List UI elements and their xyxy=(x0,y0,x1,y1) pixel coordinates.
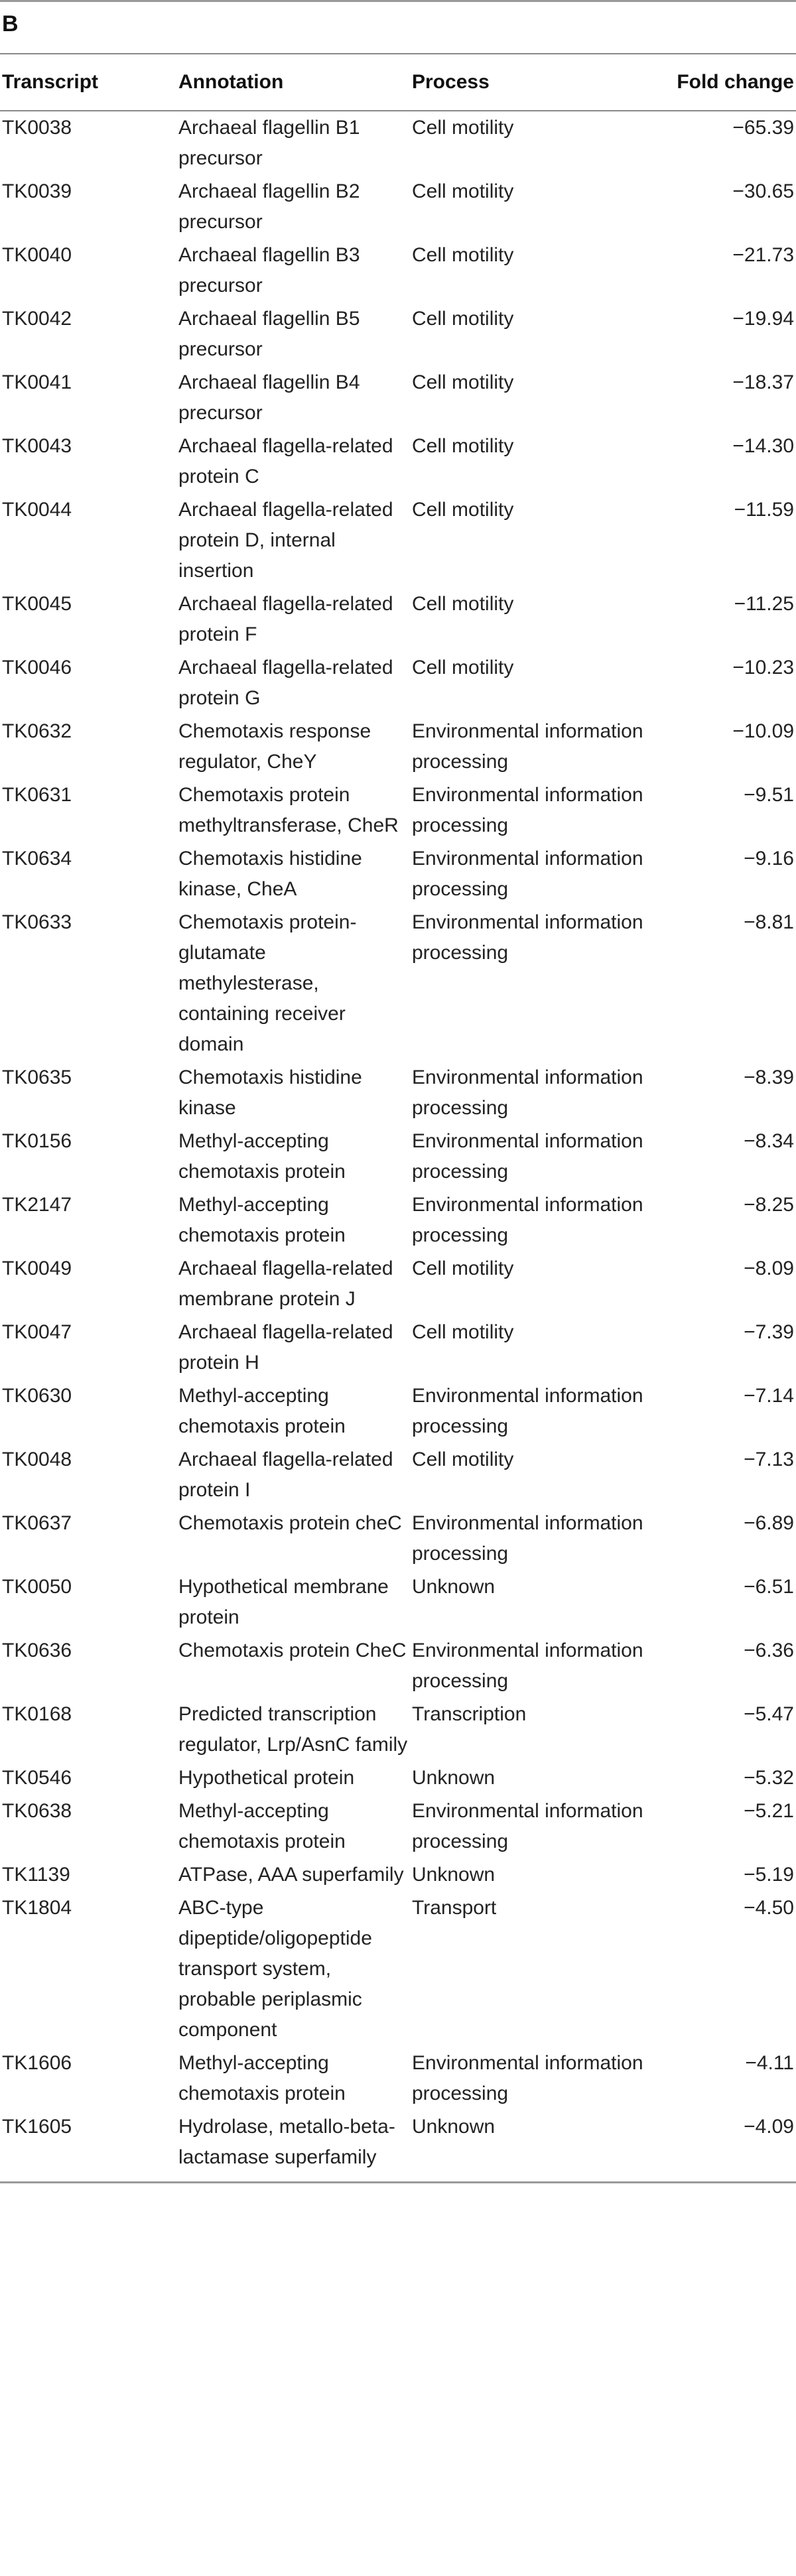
table-row xyxy=(0,302,796,366)
table-row xyxy=(0,1507,796,1571)
cell-process: Unknown xyxy=(412,1576,496,1598)
cell-annotation: Archaeal flagella-related membrane protein J xyxy=(178,1257,393,1310)
cell-transcript: TK0156 xyxy=(2,1130,72,1152)
cell-process: Environmental information processing xyxy=(412,848,643,900)
cell-transcript: TK0048 xyxy=(2,1449,72,1470)
cell-fold-change: −11.25 xyxy=(734,593,794,615)
cell-transcript: TK0045 xyxy=(2,593,72,615)
cell-fold-change: −11.59 xyxy=(734,499,794,521)
cell-annotation: Methyl-accepting chemotaxis protein xyxy=(178,2052,346,2104)
table-row xyxy=(0,651,796,715)
cell-annotation: Chemotaxis response regulator, CheY xyxy=(178,720,371,773)
cell-process: Environmental information processing xyxy=(412,1800,643,1852)
table-row xyxy=(0,239,796,302)
cell-fold-change: −8.25 xyxy=(744,1194,794,1216)
cell-annotation: Hypothetical protein xyxy=(178,1767,355,1789)
cell-transcript: TK1804 xyxy=(2,1897,72,1919)
header-transcript: Transcript xyxy=(0,54,176,111)
cell-process: Transcription xyxy=(412,1703,527,1725)
table-row xyxy=(0,1795,796,1858)
cell-process: Cell motility xyxy=(412,657,514,678)
top-rule xyxy=(0,0,796,2)
cell-transcript: TK0631 xyxy=(2,784,72,806)
cell-fold-change: −5.21 xyxy=(744,1800,794,1822)
cell-fold-change: −7.39 xyxy=(744,1321,794,1343)
cell-annotation: Methyl-accepting chemotaxis protein xyxy=(178,1194,346,1246)
table-row xyxy=(0,1189,796,1252)
table-row xyxy=(0,715,796,779)
cell-fold-change: −5.32 xyxy=(744,1767,794,1789)
cell-annotation: ABC-type dipeptide/oligopeptide transport system, probable periplasmic component xyxy=(178,1897,372,2041)
cell-process: Cell motility xyxy=(412,499,514,521)
cell-fold-change: −30.65 xyxy=(732,180,794,202)
cell-annotation: Chemotaxis protein-glutamate methylesterase, containing receiver domain xyxy=(178,911,357,1055)
table-row xyxy=(0,111,796,175)
cell-transcript: TK0632 xyxy=(2,720,72,742)
cell-process: Cell motility xyxy=(412,593,514,615)
cell-transcript: TK0637 xyxy=(2,1512,72,1534)
cell-transcript: TK0047 xyxy=(2,1321,72,1343)
cell-fold-change: −4.50 xyxy=(744,1897,794,1919)
table-row xyxy=(0,1762,796,1795)
cell-fold-change: −6.36 xyxy=(744,1640,794,1661)
cell-process: Cell motility xyxy=(412,1449,514,1470)
cell-fold-change: −5.47 xyxy=(744,1703,794,1725)
cell-process: Cell motility xyxy=(412,371,514,393)
header-annotation: Annotation xyxy=(176,54,410,111)
cell-annotation: Hydrolase, metallo-beta-lactamase superfamily xyxy=(176,2110,410,2183)
cell-annotation: Chemotaxis protein methyltransferase, CheR xyxy=(178,784,399,836)
cell-process: Environmental information processing xyxy=(412,1066,643,1119)
cell-transcript: TK0044 xyxy=(2,499,72,521)
cell-transcript: TK2147 xyxy=(2,1194,72,1216)
cell-transcript: TK0046 xyxy=(2,657,72,678)
cell-transcript: TK0043 xyxy=(2,435,72,457)
table-row xyxy=(0,1380,796,1443)
cell-transcript: TK1139 xyxy=(2,1864,70,1886)
cell-process: Environmental information processing xyxy=(412,1385,643,1437)
cell-fold-change: −7.13 xyxy=(744,1449,794,1470)
table-row xyxy=(0,1571,796,1634)
cell-transcript: TK0633 xyxy=(2,911,72,933)
cell-fold-change: −8.34 xyxy=(744,1130,794,1152)
cell-transcript: TK0041 xyxy=(2,371,72,393)
cell-process: Cell motility xyxy=(412,308,514,330)
table-row xyxy=(0,1252,796,1316)
cell-transcript: TK0040 xyxy=(2,244,72,266)
cell-process: Cell motility xyxy=(412,435,514,457)
cell-annotation: Archaeal flagella-related protein C xyxy=(178,435,393,487)
cell-transcript: TK0634 xyxy=(2,848,72,869)
cell-annotation: Archaeal flagella-related protein H xyxy=(178,1321,393,1374)
cell-fold-change: −6.51 xyxy=(744,1576,794,1598)
cell-annotation: Archaeal flagellin B3 precursor xyxy=(178,244,360,296)
cell-fold-change: −18.37 xyxy=(732,371,794,393)
cell-transcript: TK1606 xyxy=(2,2052,72,2074)
cell-fold-change: −10.23 xyxy=(732,657,794,678)
cell-transcript: TK0168 xyxy=(2,1703,72,1725)
panel-label: B xyxy=(2,11,19,36)
cell-process: Environmental information processing xyxy=(412,2052,643,2104)
cell-fold-change: −7.14 xyxy=(744,1385,794,1407)
cell-process: Environmental information processing xyxy=(412,1512,643,1565)
table-row xyxy=(0,1698,796,1762)
cell-annotation: Archaeal flagellin B5 precursor xyxy=(178,308,360,360)
cell-process: Environmental information processing xyxy=(412,1194,643,1246)
table-row xyxy=(0,175,796,239)
cell-fold-change: −8.39 xyxy=(744,1066,794,1088)
header-fold-change: Fold change xyxy=(655,54,796,111)
cell-process: Environmental information processing xyxy=(412,1640,643,1692)
table-row xyxy=(0,779,796,842)
header-process: Process xyxy=(410,54,655,111)
cell-process: Unknown xyxy=(412,1767,496,1789)
cell-annotation: Hypothetical membrane protein xyxy=(178,1576,389,1628)
cell-fold-change: −6.89 xyxy=(744,1512,794,1534)
cell-annotation: Chemotaxis histidine kinase, CheA xyxy=(178,848,362,900)
cell-annotation: Archaeal flagella-related protein G xyxy=(178,657,393,709)
cell-annotation: Archaeal flagellin B2 precursor xyxy=(178,180,360,233)
cell-process: Cell motility xyxy=(412,180,514,202)
cell-process: Environmental information processing xyxy=(412,911,643,964)
cell-process: Environmental information processing xyxy=(412,784,643,836)
cell-fold-change: −8.81 xyxy=(744,911,794,933)
cell-annotation: ATPase, AAA superfamily xyxy=(178,1864,404,1886)
cell-annotation: Archaeal flagellin B1 precursor xyxy=(178,117,360,169)
table-row xyxy=(0,1125,796,1189)
table-row xyxy=(0,842,796,906)
cell-process: Cell motility xyxy=(412,1257,514,1279)
cell-fold-change: −65.39 xyxy=(732,117,794,139)
cell-fold-change: −21.73 xyxy=(732,244,794,266)
cell-transcript: TK0635 xyxy=(2,1066,72,1088)
cell-fold-change: −9.51 xyxy=(744,784,794,806)
table-row xyxy=(0,493,796,588)
cell-fold-change: −10.09 xyxy=(732,720,794,742)
cell-fold-change: −8.09 xyxy=(744,1257,794,1279)
cell-transcript: TK0039 xyxy=(2,180,72,202)
cell-transcript: TK1605 xyxy=(0,2110,176,2183)
cell-process: Unknown xyxy=(410,2110,655,2183)
table-row xyxy=(0,2047,796,2110)
cell-transcript: TK0050 xyxy=(2,1576,72,1598)
cell-transcript: TK0049 xyxy=(2,1257,72,1279)
table-row xyxy=(0,1443,796,1507)
cell-process: Environmental information processing xyxy=(412,1130,643,1183)
cell-fold-change: −4.09 xyxy=(655,2110,796,2183)
table-row xyxy=(0,1892,796,2047)
table-row xyxy=(0,906,796,1061)
cell-fold-change: −19.94 xyxy=(732,308,794,330)
cell-fold-change: −4.11 xyxy=(745,2052,794,2074)
cell-fold-change: −14.30 xyxy=(732,435,794,457)
cell-transcript: TK0630 xyxy=(2,1385,72,1407)
cell-annotation: Predicted transcription regulator, Lrp/AsnC family xyxy=(178,1703,408,1756)
cell-annotation: Archaeal flagellin B4 precursor xyxy=(178,371,360,424)
cell-process: Cell motility xyxy=(412,117,514,139)
cell-process: Transport xyxy=(412,1897,497,1919)
cell-annotation: Methyl-accepting chemotaxis protein xyxy=(178,1800,346,1852)
table-row xyxy=(0,1858,796,1892)
cell-process: Environmental information processing xyxy=(412,720,643,773)
cell-process: Cell motility xyxy=(412,244,514,266)
table-row xyxy=(0,366,796,430)
table-row xyxy=(0,430,796,493)
cell-transcript: TK0546 xyxy=(2,1767,72,1789)
cell-transcript: TK0038 xyxy=(2,117,72,139)
cell-annotation: Archaeal flagella-related protein I xyxy=(178,1449,393,1501)
cell-process: Unknown xyxy=(412,1864,496,1886)
cell-annotation: Methyl-accepting chemotaxis protein xyxy=(178,1385,346,1437)
table-row xyxy=(0,1316,796,1380)
table-row xyxy=(0,588,796,651)
table-header-row xyxy=(0,54,796,111)
table-body xyxy=(0,111,796,2183)
table-row xyxy=(0,1634,796,1698)
table-row xyxy=(0,2110,796,2183)
cell-fold-change: −9.16 xyxy=(744,848,794,869)
cell-transcript: TK0638 xyxy=(2,1800,72,1822)
table-row xyxy=(0,1061,796,1125)
fold-change-table xyxy=(0,54,796,2183)
cell-annotation: Chemotaxis protein cheC xyxy=(178,1512,402,1534)
cell-process: Cell motility xyxy=(412,1321,514,1343)
cell-transcript: TK0042 xyxy=(2,308,72,330)
cell-annotation: Methyl-accepting chemotaxis protein xyxy=(178,1130,346,1183)
cell-annotation: Archaeal flagella-related protein D, internal insertion xyxy=(178,499,393,582)
cell-annotation: Archaeal flagella-related protein F xyxy=(178,593,393,645)
cell-annotation: Chemotaxis histidine kinase xyxy=(178,1066,362,1119)
cell-annotation: Chemotaxis protein CheC xyxy=(178,1640,407,1661)
cell-transcript: TK0636 xyxy=(2,1640,72,1661)
cell-fold-change: −5.19 xyxy=(744,1864,794,1886)
